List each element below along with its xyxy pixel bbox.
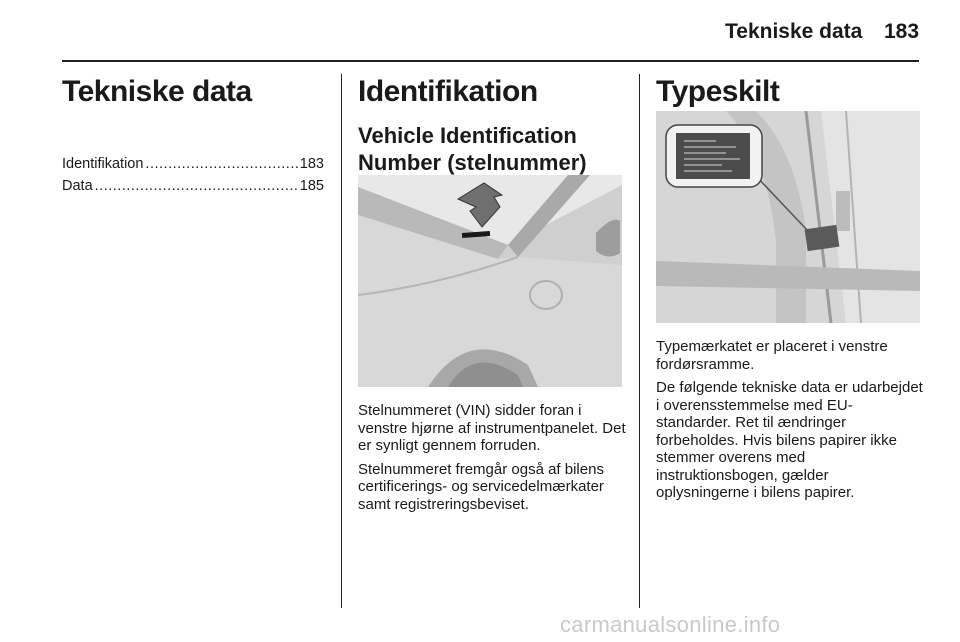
identification-column (358, 74, 622, 176)
toc-entry-data[interactable] (62, 175, 324, 197)
toc-leader-dots (95, 175, 298, 197)
vin-paragraph-1: Stelnummeret (VIN) sidder foran i venstre hjørne af instrumentpanelet. Det er synligt gennem forruden. (358, 402, 626, 454)
vin-text (358, 402, 626, 519)
chapter-column (62, 74, 324, 197)
vin-location-illustration (358, 175, 622, 387)
watermark: carmanualsonline.info (560, 612, 781, 637)
page-number: 183 (884, 20, 920, 43)
type-plate-paragraph-1: Typemærkatet er placeret i venstre fordørsramme. (656, 338, 888, 373)
toc-entry-page: 185 (299, 178, 324, 194)
toc-entry-label: Data (62, 178, 93, 194)
subsection-title-vin: Vehicle Identification Number (stelnummer) (358, 123, 587, 175)
section-title-typeskilt: Typeskilt (656, 75, 780, 108)
toc-entry-identifikation[interactable] (62, 153, 324, 175)
vin-paragraph-2: Stelnummeret fremgår også af bilens certificerings- og servicedelmærkater samt registreringsbeviset. (358, 460, 604, 513)
toc-leader-dots (145, 153, 297, 175)
column-divider-2 (639, 74, 640, 608)
table-of-contents (62, 153, 324, 197)
chapter-title: Tekniske data (62, 75, 252, 108)
toc-entry-label: Identifikation (62, 156, 144, 172)
type-plate-illustration (656, 111, 920, 323)
type-plate-paragraph-2: De følgende tekniske data er udarbejdet i overensstemmelse med EU-standarder. Ret til ændringer forbeholdes. Hvis bilens papirer ikke stemmer overens med instruktionsbogen, gælder oplysningerne i bilens papirer. (656, 379, 923, 501)
header-divider (62, 60, 919, 62)
section-title-identifikation: Identifikation (358, 75, 538, 108)
running-header-title: Tekniske data (725, 20, 863, 43)
type-plate-column (656, 74, 920, 110)
type-plate-text (656, 338, 924, 508)
toc-entry-page: 183 (299, 156, 324, 172)
column-divider-1 (341, 74, 342, 608)
